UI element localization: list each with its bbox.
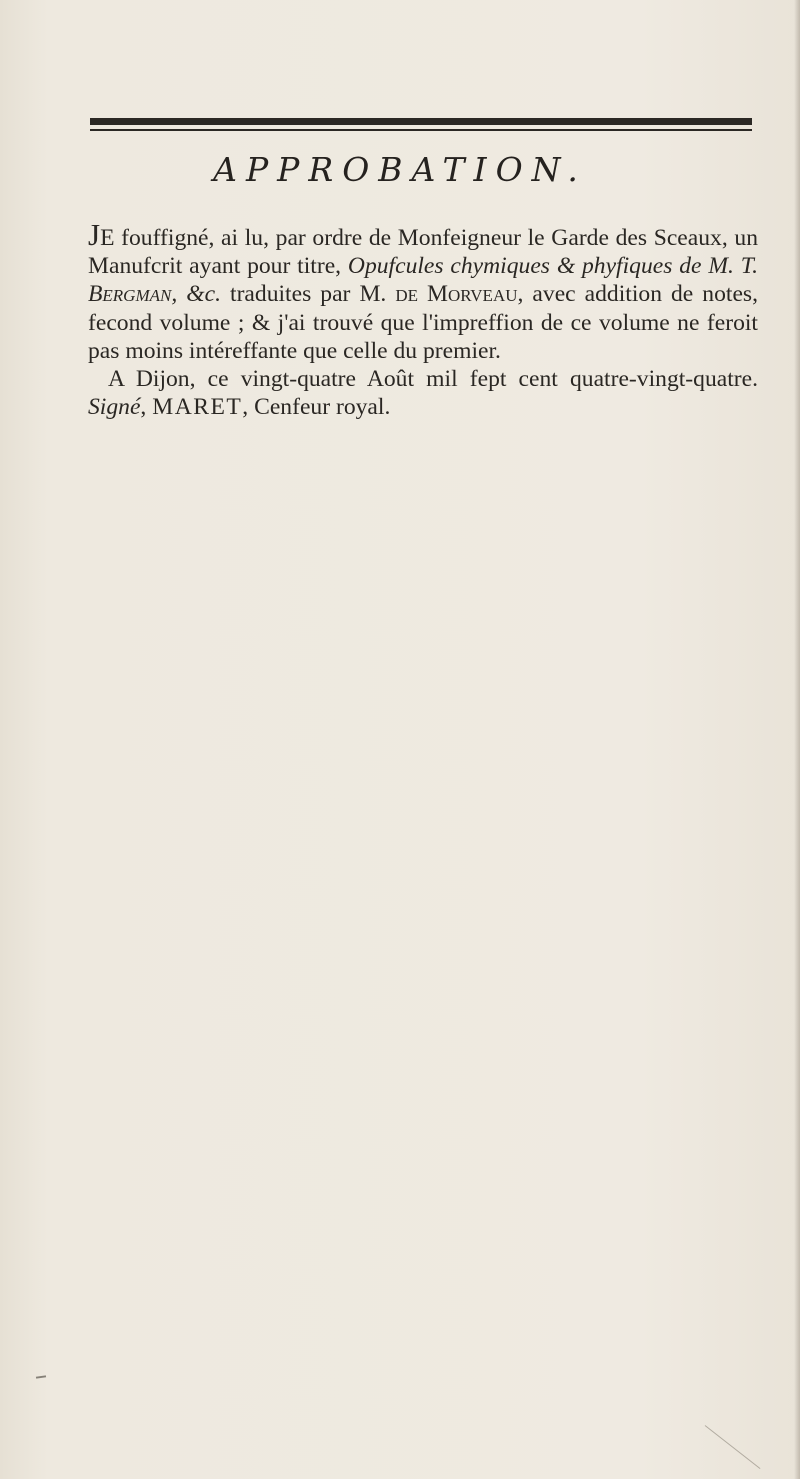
page-title: APPROBATION. (213, 150, 587, 189)
signer-role: , Cenfeur royal. (242, 394, 391, 421)
translator-particle: de (395, 281, 428, 308)
author-name: Bergman (88, 281, 172, 308)
place-date-paragraph (88, 365, 758, 421)
approval-paragraph (88, 217, 759, 365)
text-run: , avec addition de notes, fecond volume ; & j'ai trouvé que l'impreffion de ce volume ne feroit pas moins intéreffante que celle du premier. (88, 281, 759, 364)
place-date: A Dijon, ce vingt-quatre Août mil fept cent quatre-vingt-quatre. (108, 366, 758, 393)
signed-label: Signé (88, 394, 141, 421)
text-run: traduites par M. (221, 281, 396, 308)
translator-name: Morveau (427, 281, 518, 308)
separator: , (140, 394, 153, 421)
header-rule-thick (90, 118, 752, 125)
header-rule-thin (90, 129, 752, 131)
text-run: E fouffigné, ai lu, par ordre de Monfeigneur le Garde des Sceaux, un Manufcrit ayant pour titre, (88, 225, 758, 280)
paper-speck (36, 1375, 46, 1378)
page-edge-shadow (794, 0, 800, 1479)
paper-crease (705, 1425, 761, 1469)
etc-abbrev: , &c. (171, 281, 221, 308)
drop-cap: J (88, 217, 101, 252)
signer-name: MARET (152, 394, 243, 421)
approval-text (88, 217, 759, 421)
work-title: Opufcules chymiques & phyfiques de M. T. (347, 253, 758, 280)
